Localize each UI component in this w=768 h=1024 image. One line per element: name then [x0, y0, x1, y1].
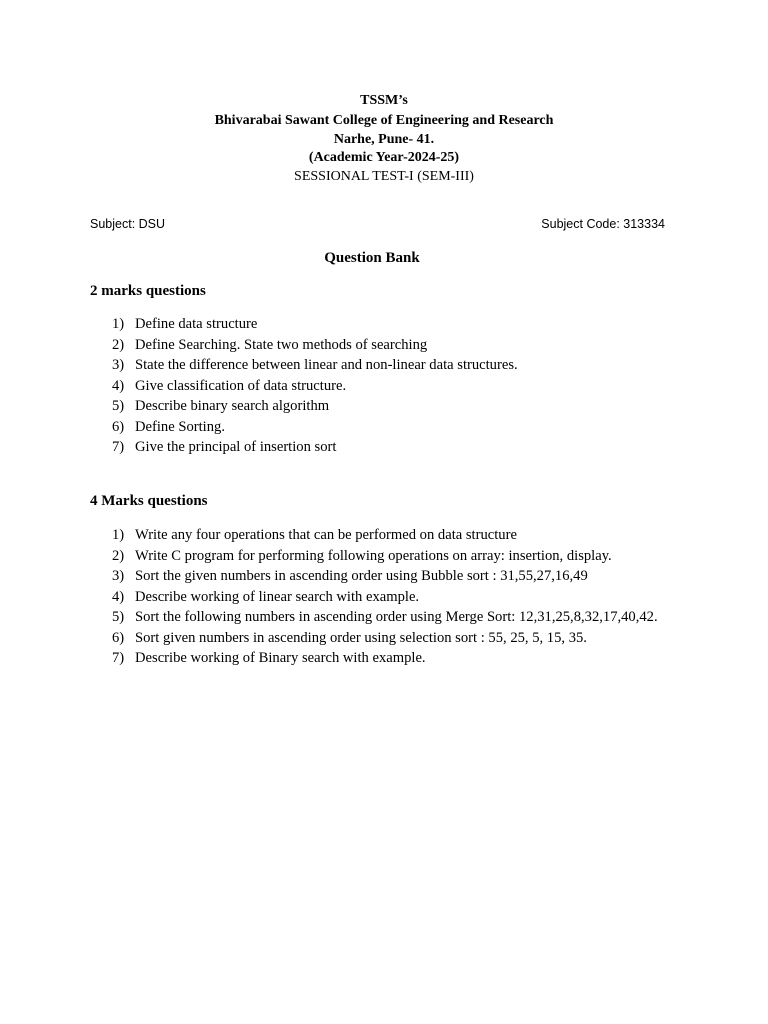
list-item — [112, 376, 518, 397]
question-text: Write any four operations that can be performed on data structure — [135, 527, 517, 543]
question-text: Give classification of data structure. — [135, 377, 347, 394]
question-number: 6) — [112, 418, 125, 435]
institution-name: Bhivarabai Sawant College of Engineering and Research — [214, 112, 554, 128]
question-number: 6) — [112, 629, 125, 646]
academic-year: (Academic Year-2024-25) — [308, 150, 460, 165]
subject-code: Subject Code: 313334 — [541, 217, 665, 231]
section-title-2-marks: 2 marks questions — [90, 283, 206, 299]
question-text: Define Sorting. — [135, 418, 225, 435]
question-text: Describe working of Binary search with example. — [135, 650, 426, 666]
list-item — [112, 437, 518, 458]
list-item — [112, 396, 518, 417]
document-header — [0, 92, 768, 186]
question-list-2-marks — [112, 314, 518, 458]
list-item — [112, 587, 658, 608]
question-text: Sort the following numbers in ascending order using Merge Sort: 12,31,25,8,32,17,40,42. — [135, 609, 658, 625]
question-text: Sort given numbers in ascending order using selection sort : 55, 25, 5, 15, 35. — [135, 629, 587, 646]
question-number: 5) — [112, 609, 125, 625]
question-number: 2) — [112, 336, 125, 353]
list-item — [112, 314, 518, 335]
question-text: State the difference between linear and non-linear data structures. — [135, 357, 518, 373]
list-item — [112, 546, 658, 567]
list-item — [112, 525, 658, 546]
question-list-4-marks — [112, 525, 658, 669]
question-text: Describe working of linear search with example. — [135, 588, 420, 605]
question-number: 1) — [112, 316, 125, 332]
question-text: Write C program for performing following operations on array: insertion, display. — [135, 547, 612, 564]
list-item — [112, 417, 518, 438]
question-number: 4) — [112, 588, 125, 605]
question-text: Define Searching. State two methods of searching — [135, 336, 428, 353]
question-number: 2) — [112, 547, 125, 564]
list-item — [112, 628, 658, 649]
question-number: 5) — [112, 398, 125, 414]
list-item — [112, 566, 658, 587]
list-item — [112, 607, 658, 628]
question-text: Give the principal of insertion sort — [135, 439, 337, 455]
subject-name: Subject: DSU — [90, 217, 166, 231]
list-item — [112, 648, 658, 669]
question-number: 1) — [112, 527, 125, 543]
question-number: 7) — [112, 439, 125, 455]
question-number: 3) — [112, 568, 125, 584]
institution-address: Narhe, Pune- 41. — [333, 131, 435, 147]
question-text: Define data structure — [135, 316, 258, 332]
section-title-4-marks: 4 Marks questions — [90, 493, 208, 509]
list-item — [112, 335, 518, 356]
org-name: TSSM’s — [360, 93, 408, 108]
question-text: Describe binary search algorithm — [135, 398, 330, 414]
question-number: 4) — [112, 377, 125, 394]
list-item — [112, 355, 518, 376]
question-text: Sort the given numbers in ascending order using Bubble sort : 31,55,27,16,49 — [135, 568, 588, 584]
question-bank-title: Question Bank — [324, 250, 420, 266]
question-number: 3) — [112, 357, 125, 373]
question-number: 7) — [112, 650, 125, 666]
test-name: SESSIONAL TEST-I (SEM-III) — [294, 168, 474, 184]
